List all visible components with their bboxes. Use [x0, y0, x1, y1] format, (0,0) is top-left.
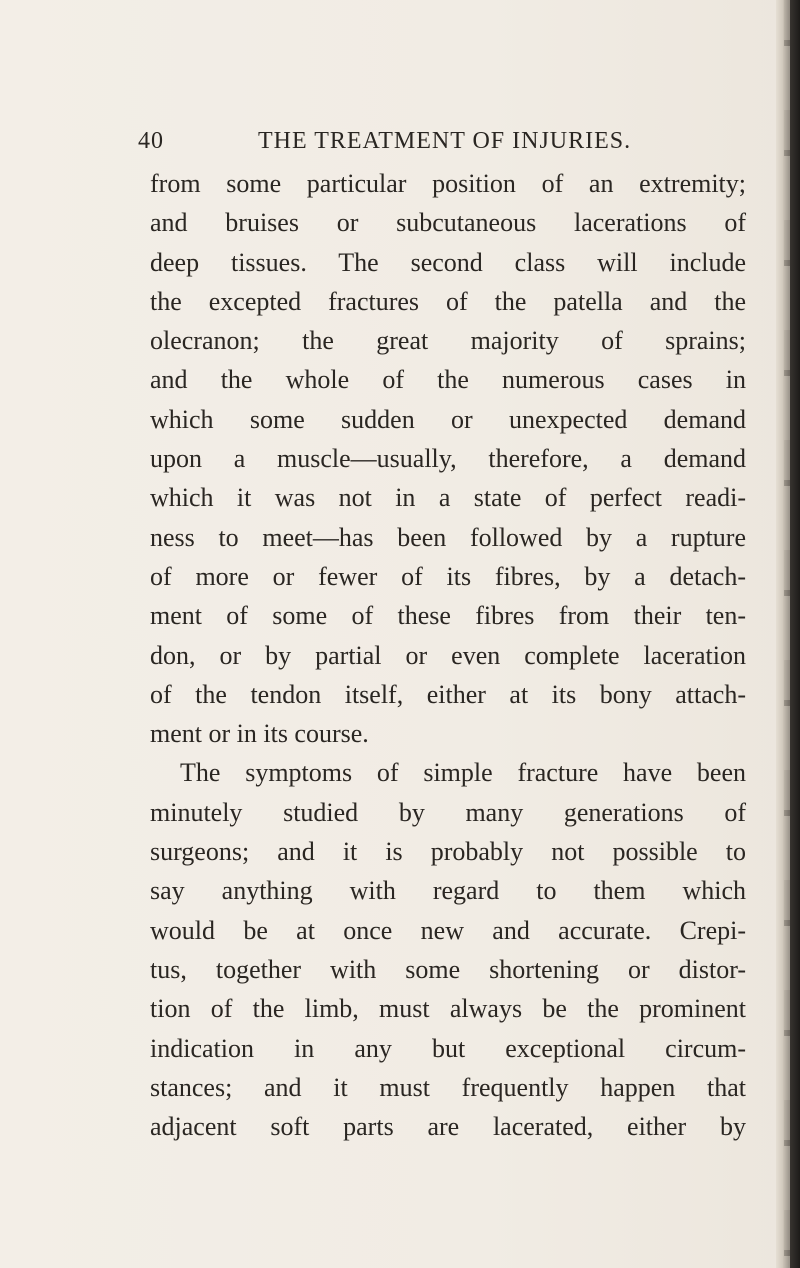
text-line: and bruises or subcutaneous lacerations of — [150, 208, 746, 238]
text-line: and the whole of the numerous cases in — [150, 365, 746, 395]
text-line: olecranon; the great majority of sprains; — [150, 326, 746, 356]
text-line: ness to meet—has been followed by a rupture — [150, 522, 746, 552]
text-line: deep tissues. The second class will include — [150, 247, 746, 277]
text-line: don, or by partial or even complete laceration — [150, 640, 746, 670]
page-edge-texture — [784, 0, 790, 1268]
paragraph-1 — [150, 164, 746, 753]
page-header — [138, 128, 738, 158]
text-line: tus, together with some shortening or distor- — [150, 954, 746, 984]
text-line: the excepted fractures of the patella and the — [150, 286, 746, 316]
paragraph-2 — [150, 753, 746, 1146]
text-line: of the tendon itself, either at its bony attach- — [150, 679, 746, 709]
running-head: THE TREATMENT OF INJURIES. — [258, 128, 632, 154]
text-line: The symptoms of simple fracture have been — [180, 758, 746, 788]
text-line: upon a muscle—usually, therefore, a demand — [150, 444, 746, 474]
text-line: indication in any but exceptional circum- — [150, 1033, 746, 1063]
text-line: surgeons; and it is probably not possible to — [150, 837, 746, 867]
text-line: minutely studied by many generations of — [150, 797, 746, 827]
text-line: tion of the limb, must always be the prominent — [150, 994, 746, 1024]
text-line: from some particular position of an extremity; — [150, 169, 746, 198]
text-line: of more or fewer of its fibres, by a detach- — [150, 561, 746, 591]
text-line: say anything with regard to them which — [150, 876, 746, 906]
text-line: adjacent soft parts are lacerated, either by — [150, 1112, 746, 1142]
text-line: ment or in its course. — [150, 719, 369, 749]
text-line: which it was not in a state of perfect readi- — [150, 483, 746, 513]
text-line: would be at once new and accurate. Crepi- — [150, 915, 746, 945]
body-text — [150, 164, 746, 1146]
text-line: which some sudden or unexpected demand — [150, 404, 746, 434]
page-number: 40 — [138, 128, 164, 154]
text-line: ment of some of these fibres from their ten- — [150, 601, 746, 631]
text-line: stances; and it must frequently happen that — [150, 1072, 746, 1102]
